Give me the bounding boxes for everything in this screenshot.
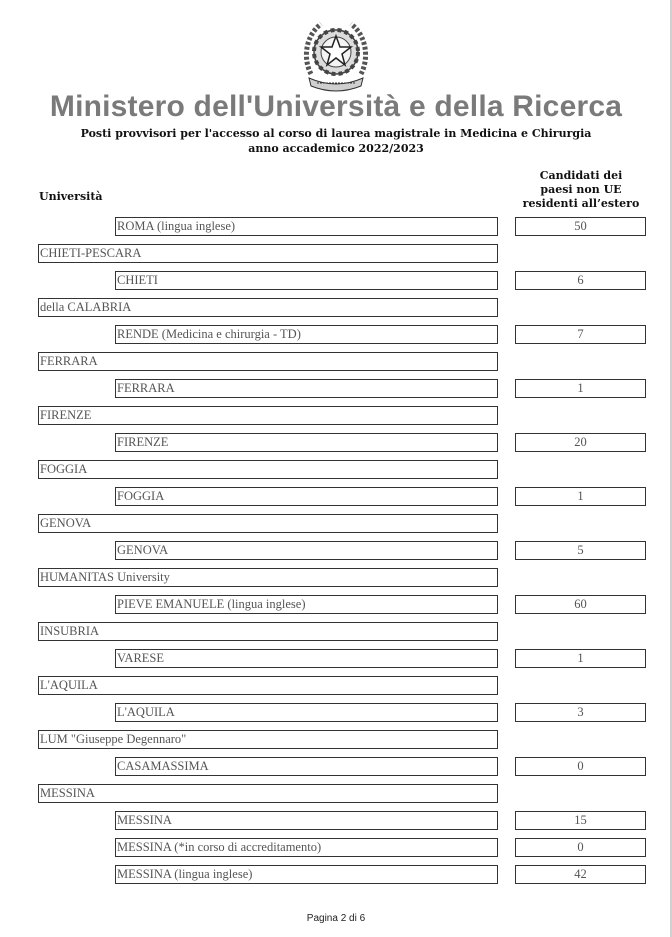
posti-cell: 20	[515, 433, 646, 452]
posti-cell: 50	[515, 217, 646, 236]
sede-cell: MESSINA	[115, 811, 498, 830]
italian-republic-emblem-icon	[301, 14, 371, 94]
university-cell: LUM "Giuseppe Degennaro"	[38, 730, 498, 749]
sede-cell: MESSINA (lingua inglese)	[115, 865, 498, 884]
posti-cell: 15	[515, 811, 646, 830]
sede-cell: FOGGIA	[115, 487, 498, 506]
sede-cell: CHIETI	[115, 271, 498, 290]
sede-cell: L'AQUILA	[115, 703, 498, 722]
column-header-university: Università	[39, 190, 103, 203]
university-cell: MESSINA	[38, 784, 498, 803]
sede-cell: FIRENZE	[115, 433, 498, 452]
university-cell: FOGGIA	[38, 460, 498, 479]
posti-cell: 5	[515, 541, 646, 560]
posti-cell: 1	[515, 487, 646, 506]
sede-cell: ROMA (lingua inglese)	[115, 217, 498, 236]
university-cell: INSUBRIA	[38, 622, 498, 641]
university-cell: FIRENZE	[38, 406, 498, 425]
university-cell: L'AQUILA	[38, 676, 498, 695]
sede-cell: FERRARA	[115, 379, 498, 398]
column-header-candidates-line-2: paesi non UE	[540, 183, 622, 196]
sede-cell: VARESE	[115, 649, 498, 668]
university-cell: GENOVA	[38, 514, 498, 533]
posti-cell: 3	[515, 703, 646, 722]
posti-cell: 60	[515, 595, 646, 614]
posti-cell: 0	[515, 838, 646, 857]
posti-cell: 1	[515, 379, 646, 398]
subtitle-line-1: Posti provvisori per l'accesso al corso di laurea magistrale in Medicina e Chirurgia	[80, 127, 592, 140]
page-title: Ministero dell'Università e della Ricerca	[49, 90, 623, 123]
posti-cell: 7	[515, 325, 646, 344]
sede-cell: CASAMASSIMA	[115, 757, 498, 776]
column-header-candidates	[506, 169, 656, 211]
university-cell: della CALABRIA	[38, 298, 498, 317]
subtitle-line-2: anno accademico 2022/2023	[248, 142, 424, 155]
sede-cell: RENDE (Medicina e chirurgia - TD)	[115, 325, 498, 344]
sede-cell: PIEVE EMANUELE (lingua inglese)	[115, 595, 498, 614]
posti-cell: 1	[515, 649, 646, 668]
column-header-candidates-line-3: residenti all’estero	[522, 197, 640, 210]
sede-cell: MESSINA (*in corso di accreditamento)	[115, 838, 498, 857]
posti-cell: 6	[515, 271, 646, 290]
page-number: Pagina 2 di 6	[306, 913, 366, 924]
university-cell: HUMANITAS University	[38, 568, 498, 587]
column-header-candidates-line-1: Candidati dei	[539, 169, 623, 182]
posti-cell: 0	[515, 757, 646, 776]
sede-cell: GENOVA	[115, 541, 498, 560]
posti-cell: 42	[515, 865, 646, 884]
university-cell: CHIETI-PESCARA	[38, 244, 498, 263]
university-cell: FERRARA	[38, 352, 498, 371]
